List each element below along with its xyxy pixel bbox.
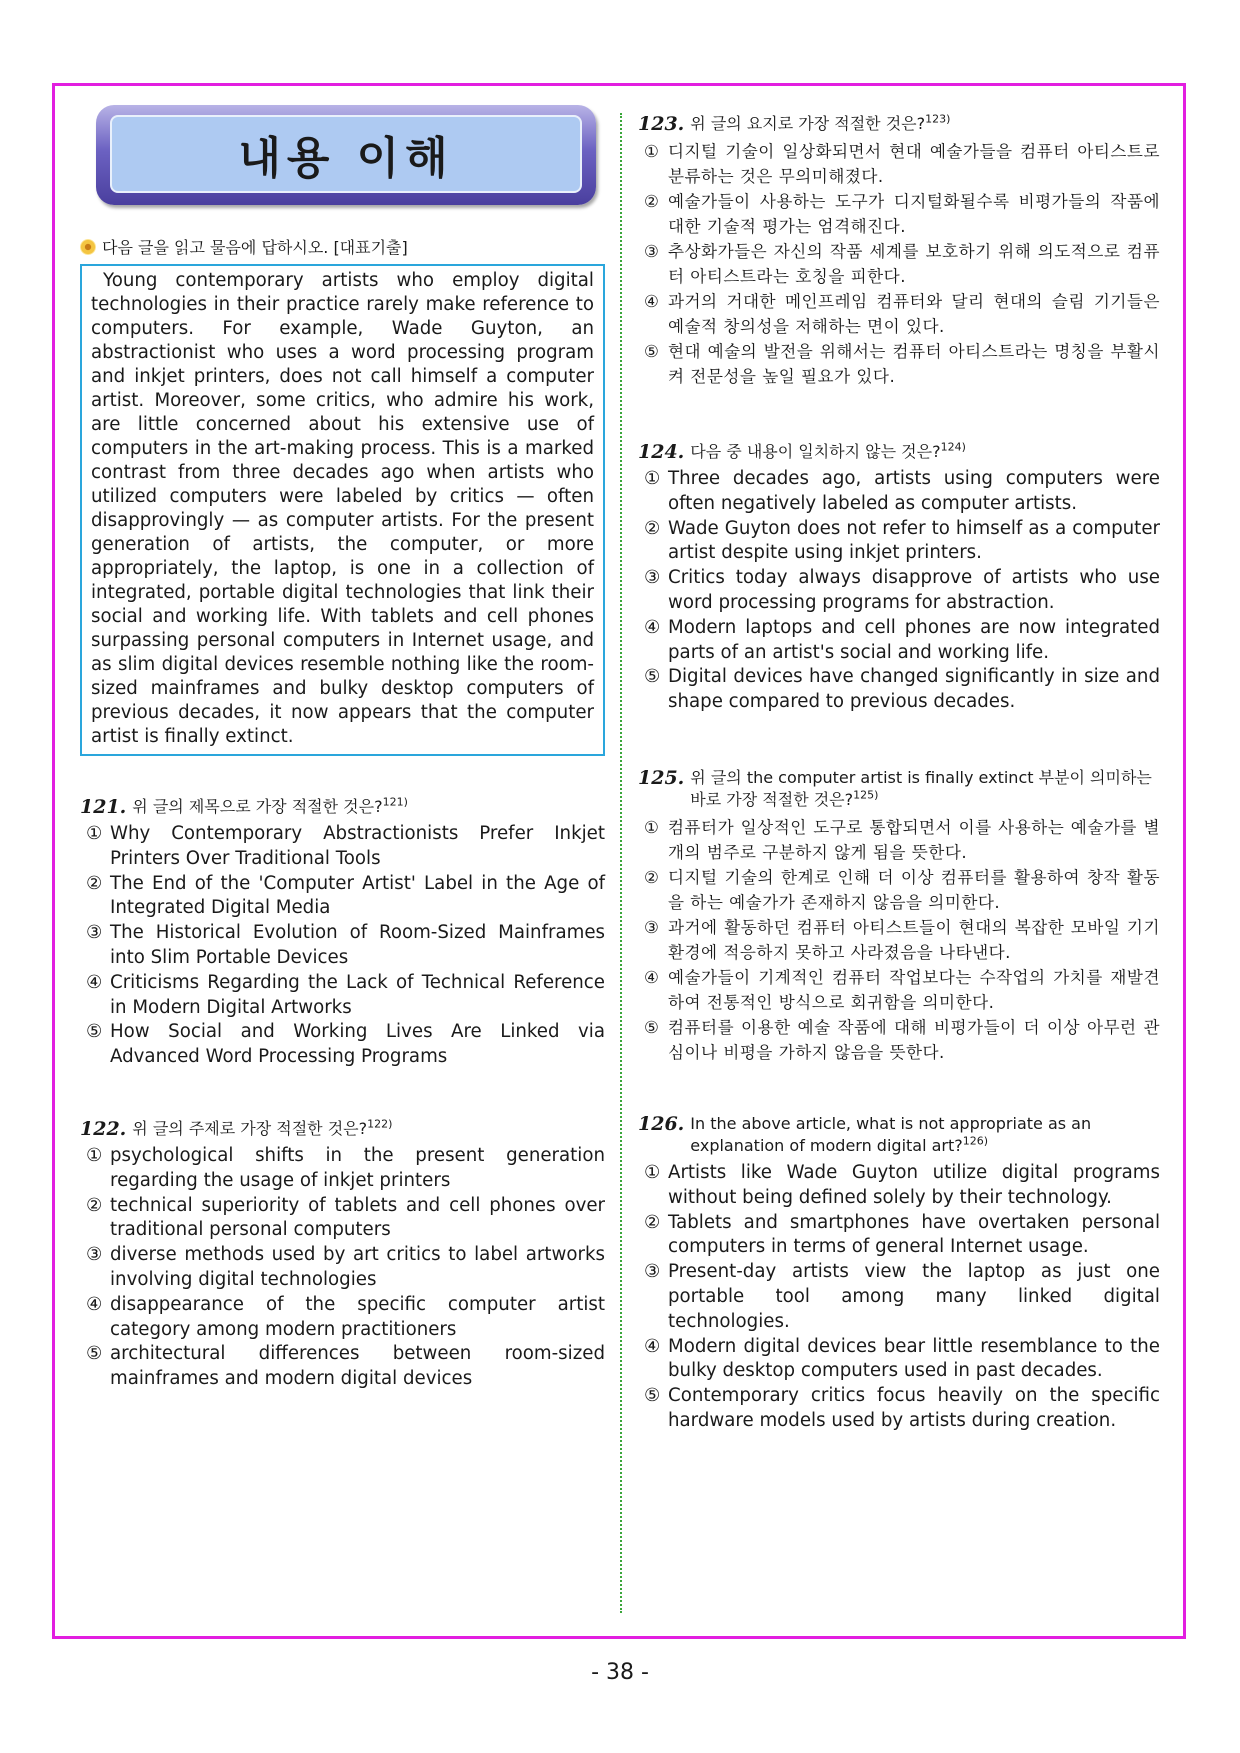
option-text: diverse methods used by art critics to label artworks involving digital technologies: [110, 1244, 605, 1290]
question-ref: 121): [382, 795, 408, 809]
option[interactable]: [638, 1260, 1160, 1334]
right-column: [638, 113, 1160, 1434]
option[interactable]: [638, 566, 1160, 616]
option[interactable]: [638, 189, 1160, 239]
option[interactable]: [638, 339, 1160, 389]
option[interactable]: [80, 1342, 605, 1392]
instruction: [80, 235, 605, 258]
option-text: Present-day artists view the laptop as just one portable tool among many linked digital technologies.: [668, 1261, 1160, 1332]
option[interactable]: [638, 517, 1160, 567]
question-text: [690, 767, 1160, 811]
title-banner: [96, 105, 596, 205]
question-number: 126.: [638, 1112, 685, 1135]
question-prompt: 위 글의 주제로 가장 적절한 것은?: [132, 1118, 368, 1138]
question-text: [690, 1113, 1160, 1157]
option-mark: ④: [86, 971, 103, 993]
option[interactable]: [638, 1161, 1160, 1211]
option[interactable]: [638, 616, 1160, 666]
option-text: Digital devices have changed significantly in size and shape compared to previous decades.: [668, 666, 1160, 713]
question-ref: 122): [367, 1117, 393, 1131]
question-123: [638, 113, 1160, 389]
reading-passage: Young contemporary artists who employ digital technologies in their practice rarely make reference to computers. For example, Wade Guyton, an abstractionist who uses a word processing program and inkjet printers, does not call himself a computer artist. Moreover, some critics, who admire his work, are little concerned about his extensive use of computers in the art-making process. This is a marked contrast from three decades ago when artists who utilized computers were labeled by critics — often disapprovingly — as computer artists. For the present generation of artists, the computer, or more appropriately, the laptop, is one in a collection of integrated, portable digital technologies that link their social and working life. With tablets and cell phones surpassing personal computers in Internet usage, and as slim digital devices resemble nothing like the room-sized mainframes and bulky desktop computers of previous decades, it now appears that the computer artist is finally extinct.: [80, 264, 605, 756]
option-text: 디지털 기술이 일상화되면서 현대 예술가들을 컴퓨터 아티스트로 분류하는 것은 무의미해졌다.: [668, 142, 1160, 186]
option-mark: ⑤: [644, 342, 660, 361]
option-mark: ③: [644, 917, 660, 937]
option[interactable]: [638, 665, 1160, 715]
question-prompt: 위 글의 제목으로 가장 적절한 것은?: [132, 797, 383, 816]
option-list: [638, 467, 1160, 715]
option-mark: ④: [86, 1293, 103, 1315]
option-text: Tablets and smartphones have overtaken personal computers in terms of general Internet usage.: [668, 1211, 1160, 1258]
question-number: 125.: [638, 766, 685, 789]
option-mark: ③: [86, 922, 103, 944]
page-number: - 38 -: [591, 1660, 649, 1685]
option-text: 현대 예술의 발전을 위해서는 컴퓨터 아티스트라는 명칭을 부활시켜 전문성을 높일 필요가 있다.: [668, 342, 1160, 386]
option-mark: ④: [644, 616, 661, 638]
question-126: [638, 1113, 1160, 1434]
option-mark: ①: [644, 468, 661, 489]
option-mark: ③: [644, 242, 660, 261]
option-text: The End of the 'Computer Artist' Label in the Age of Integrated Digital Media: [110, 872, 605, 919]
question-header: [638, 441, 1160, 463]
option-mark: ②: [644, 867, 660, 887]
option-text: Critics today always disapprove of artists who use word processing programs for abstraction.: [668, 567, 1160, 613]
question-prompt: In the above article, what is not appropriate as an explanation of modern digital art?: [690, 1113, 1092, 1155]
option-mark: ⑤: [644, 666, 661, 688]
question-prompt: 다음 중 내용이 일치하지 않는 것은?: [690, 442, 941, 461]
option[interactable]: [638, 915, 1160, 965]
question-header: [638, 1113, 1160, 1157]
option-mark: ⑤: [86, 1343, 103, 1365]
option[interactable]: [80, 921, 605, 971]
option-mark: ④: [644, 292, 660, 311]
option[interactable]: [638, 139, 1160, 189]
question-number: 122.: [80, 1117, 127, 1140]
option-list: [638, 1161, 1160, 1434]
option[interactable]: [638, 865, 1160, 915]
option-text: Artists like Wade Guyton utilize digital programs without being defined solely by their technology.: [668, 1161, 1160, 1208]
question-header: [638, 767, 1160, 811]
section-title: 내용 이해: [238, 133, 454, 184]
question-125: [638, 767, 1160, 1065]
option-text: How Social and Working Lives Are Linked via Advanced Word Processing Programs: [110, 1021, 605, 1068]
option-text: 과거의 거대한 메인프레임 컴퓨터와 달리 현대의 슬림 기기들은 예술적 창의성을 저해하는 면이 있다.: [668, 292, 1160, 336]
question-header: [638, 113, 1160, 135]
column-divider: [620, 113, 622, 1613]
question-number: 124.: [638, 441, 685, 463]
question-number: 123.: [638, 113, 685, 135]
question-ref: 125): [853, 788, 879, 802]
option-list: [638, 139, 1160, 389]
option[interactable]: [638, 1211, 1160, 1261]
option[interactable]: [80, 971, 605, 1021]
option-mark: ③: [86, 1244, 103, 1266]
option-list: [80, 822, 605, 1070]
question-text: [132, 1118, 605, 1140]
option-mark: ②: [86, 1194, 103, 1216]
option-text: 과거에 활동하던 컴퓨터 아티스트들이 현대의 복잡한 모바일 기기 환경에 적응하지 못하고 사라졌음을 나타낸다.: [668, 917, 1160, 962]
option[interactable]: [80, 1020, 605, 1070]
question-prompt: 위 글의 the computer artist is finally extinct 부분이 의미하는 바로 가장 적절한 것은?: [690, 767, 1152, 809]
question-ref: 126): [962, 1134, 989, 1148]
question-122: [80, 1118, 605, 1392]
question-124: [638, 441, 1160, 715]
option-mark: ②: [86, 872, 103, 894]
option-text: 예술가들이 사용하는 도구가 디지털화될수록 비평가들의 작품에 대한 기술적 평가는 엄격해진다.: [668, 192, 1160, 236]
option-mark: ①: [644, 1161, 661, 1183]
left-column: [80, 105, 605, 1392]
option-text: Three decades ago, artists using computers were often negatively labeled as computer artists.: [668, 468, 1160, 514]
option-text: Criticisms Regarding the Lack of Technical Reference in Modern Digital Artworks: [110, 971, 605, 1018]
option-text: psychological shifts in the present generation regarding the usage of inkjet printers: [110, 1144, 605, 1191]
flower-icon: [80, 239, 96, 255]
option-list: [80, 1144, 605, 1392]
option-text: Modern digital devices bear little resemblance to the bulky desktop computers used in past decades.: [668, 1335, 1160, 1382]
question-121: [80, 796, 605, 1070]
option[interactable]: [80, 1194, 605, 1244]
option-mark: ⑤: [644, 1017, 660, 1037]
option-text: The Historical Evolution of Room-Sized Mainframes into Slim Portable Devices: [110, 922, 605, 968]
question-text: [690, 113, 1160, 135]
option-text: 디지털 기술의 한계로 인해 더 이상 컴퓨터를 활용하여 창작 활동을 하는 예술가가 존재하지 않음을 의미한다.: [668, 867, 1160, 912]
option-mark: ④: [644, 1335, 661, 1357]
option-text: 컴퓨터를 이용한 예술 작품에 대해 비평가들이 더 이상 아무런 관심이나 비평을 가하지 않음을 뜻한다.: [668, 1017, 1160, 1062]
option[interactable]: [80, 872, 605, 922]
question-text: [132, 796, 605, 818]
title-banner-inner: [110, 115, 582, 193]
option-mark: ②: [644, 1211, 661, 1233]
option-mark: ③: [644, 1261, 661, 1283]
option-text: technical superiority of tablets and cell phones over traditional personal computers: [110, 1194, 605, 1241]
option-mark: ①: [86, 1144, 103, 1166]
option-text: 예술가들이 기계적인 컴퓨터 작업보다는 수작업의 가치를 재발견하여 전통적인 방식으로 회귀함을 의미한다.: [668, 967, 1160, 1012]
option-text: architectural differences between room-sized mainframes and modern digital devices: [110, 1343, 605, 1390]
question-prompt: 위 글의 요지로 가장 적절한 것은?: [690, 114, 926, 133]
option-mark: ④: [644, 967, 660, 987]
option[interactable]: [638, 815, 1160, 865]
option-mark: ①: [644, 142, 660, 161]
option-text: disappearance of the specific computer artist category among modern practitioners: [110, 1293, 605, 1340]
option[interactable]: [80, 1144, 605, 1194]
option-text: Contemporary critics focus heavily on the specific hardware models used by artists during creation.: [668, 1385, 1160, 1431]
question-number: 121.: [80, 796, 127, 818]
option-text: Modern laptops and cell phones are now integrated parts of an artist's social and working life.: [668, 616, 1160, 663]
option-mark: ①: [644, 817, 660, 837]
option[interactable]: [638, 1384, 1160, 1434]
option-text: Wade Guyton does not refer to himself as a computer artist despite using inkjet printers.: [668, 517, 1160, 564]
option-mark: ②: [644, 517, 661, 539]
option[interactable]: [638, 1335, 1160, 1385]
option[interactable]: [638, 289, 1160, 339]
option-mark: ②: [644, 192, 660, 211]
option[interactable]: [638, 239, 1160, 289]
option-mark: ⑤: [644, 1385, 661, 1407]
option[interactable]: [80, 1243, 605, 1293]
option-text: Why Contemporary Abstractionists Prefer Inkjet Printers Over Traditional Tools: [110, 823, 605, 869]
question-ref: 123): [925, 112, 951, 126]
question-header: [80, 1118, 605, 1140]
option-text: 추상화가들은 자신의 작품 세계를 보호하기 위해 의도적으로 컴퓨터 아티스트라는 호칭을 피한다.: [668, 242, 1160, 286]
instruction-text: 다음 글을 읽고 물음에 답하시오. [대표기출]: [102, 238, 408, 257]
option-list: [638, 815, 1160, 1065]
option[interactable]: [638, 1015, 1160, 1065]
option-text: 컴퓨터가 일상적인 도구로 통합되면서 이를 사용하는 예술가를 별개의 범주로 구분하지 않게 됨을 뜻한다.: [668, 817, 1160, 862]
option-mark: ⑤: [86, 1021, 103, 1043]
question-header: [80, 796, 605, 818]
option[interactable]: [638, 965, 1160, 1015]
option[interactable]: [638, 467, 1160, 517]
question-ref: 124): [940, 440, 966, 454]
option-mark: ①: [86, 823, 103, 844]
option[interactable]: [80, 822, 605, 872]
option[interactable]: [80, 1293, 605, 1343]
option-mark: ③: [644, 567, 661, 589]
question-text: [690, 441, 1160, 463]
